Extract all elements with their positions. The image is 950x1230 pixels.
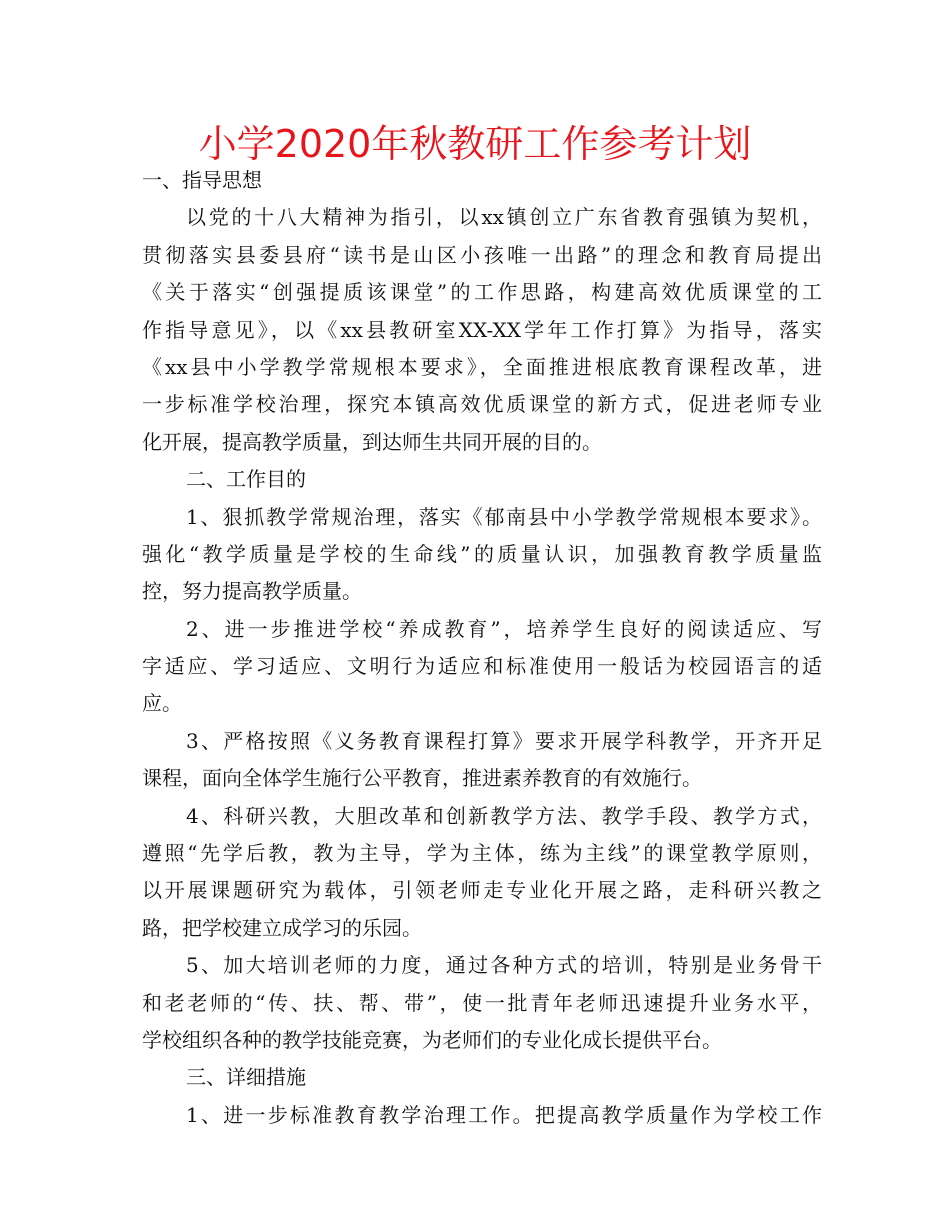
- paragraph-line: 一步标准学校治理，探究本镇高效优质课堂的新方式，促进老师专业: [142, 392, 822, 417]
- paragraph-line: 2、进一步推进学校“养成教育”，培养学生良好的阅读适应、写: [186, 616, 822, 641]
- document-body: [142, 162, 822, 1134]
- section-heading: 一、指导思想: [142, 168, 262, 192]
- section-heading: 三、详细措施: [186, 1065, 306, 1090]
- paragraph-line: 字适应、学习适应、文明行为适应和标准使用一般话为校园语言的适: [142, 654, 822, 679]
- paragraph-line: 课程，面向全体学生施行公平教育，推进素养教育的有效施行。: [142, 766, 702, 791]
- section-heading: 二、工作目的: [186, 467, 306, 492]
- paragraph-line: 应。: [142, 691, 182, 716]
- paragraph-line: 路，把学校建立成学习的乐园。: [142, 915, 422, 940]
- paragraph-line: 作指导意见》，以《xx县教研室XX-XX学年工作打算》为指导，落实: [142, 317, 822, 342]
- paragraph-line: 1、进一步标准教育教学治理工作。把提高教学质量作为学校工作: [186, 1102, 822, 1127]
- paragraph-line: 《关于落实“创强提质该课堂”的工作思路，构建高效优质课堂的工: [142, 280, 822, 305]
- paragraph-line: 3、严格按照《义务教育课程打算》要求开展学科教学，开齐开足: [186, 728, 822, 753]
- paragraph-line: 4、科研兴教，大胆改革和创新教学方法、教学手段、教学方式，: [186, 803, 822, 828]
- paragraph-line: 化开展，提高教学质量，到达师生共同开展的目的。: [142, 429, 602, 454]
- paragraph-line: 强化“教学质量是学校的生命线”的质量认识，加强教育教学质量监: [142, 541, 822, 566]
- paragraph-line: 1、狠抓教学常规治理，落实《郁南县中小学教学常规根本要求》。: [186, 504, 822, 529]
- paragraph-line: 学校组织各种的教学技能竞赛，为老师们的专业化成长提供平台。: [142, 1027, 722, 1052]
- paragraph-line: 控，努力提高教学质量。: [142, 579, 362, 604]
- paragraph-line: 遵照“先学后教，教为主导，学为主体，练为主线”的课堂教学原则，: [142, 841, 822, 866]
- paragraph-line: 5、加大培训老师的力度，通过各种方式的培训，特别是业务骨干: [186, 953, 822, 978]
- paragraph-line: 和老老师的“传、扶、帮、带”，使一批青年老师迅速提升业务水平，: [142, 990, 822, 1015]
- paragraph-line: 以党的十八大精神为指引，以xx镇创立广东省教育强镇为契机，: [186, 205, 822, 230]
- paragraph-line: 以开展课题研究为载体，引领老师走专业化开展之路，走科研兴教之: [142, 878, 822, 903]
- paragraph-line: 《xx县中小学教学常规根本要求》，全面推进根底教育课程改革，进: [142, 354, 822, 379]
- document-title: 小学2020年秋教研工作参考计划: [198, 122, 752, 166]
- paragraph-line: 贯彻落实县委县府“读书是山区小孩唯一出路”的理念和教育局提出: [142, 242, 822, 267]
